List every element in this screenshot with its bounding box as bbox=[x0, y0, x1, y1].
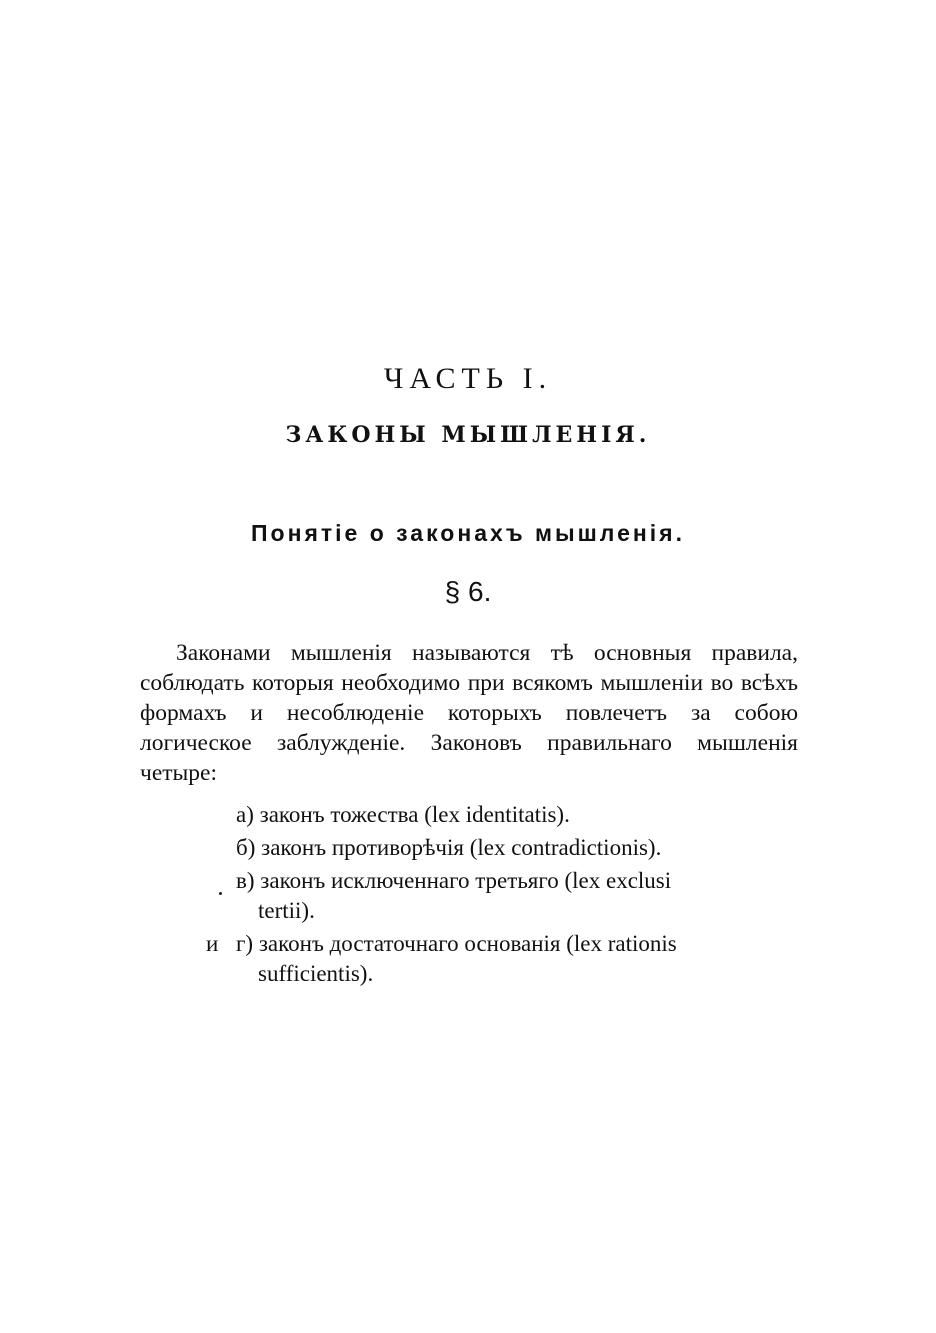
law-label: б) bbox=[236, 835, 256, 860]
concept-heading: Понятіе о законахъ мышленія. bbox=[251, 520, 685, 546]
law-label: г) bbox=[236, 931, 254, 956]
law-item-g bbox=[206, 929, 798, 989]
laws-list bbox=[206, 800, 798, 992]
law-text: законъ исключеннаго третьяго (lex exclusi bbox=[260, 868, 672, 893]
law-label: а) bbox=[236, 802, 254, 827]
law-item-b bbox=[206, 833, 798, 863]
law-text-continuation: tertii). bbox=[258, 898, 315, 923]
law-text: законъ противорѣчія (lex contradictionis). bbox=[261, 835, 662, 860]
section-title: ЗАКОНЫ МЫШЛЕНІЯ. bbox=[285, 422, 651, 448]
part-title: ЧАСТЬ I. bbox=[383, 362, 553, 395]
body-paragraph-text: Законами мышленія называются тѣ основныя правила, соблюдать которыя необходимо при всякомъ мышленіи во всѣхъ формахъ и несоблюденіе которыхъ повлечетъ за собою логическое заблужденіе. Законовъ правильнаго мышленія четыре: bbox=[140, 640, 798, 786]
law-prefix: и bbox=[206, 931, 219, 956]
paragraph-mark: § 6. bbox=[444, 576, 492, 607]
law-item-v bbox=[206, 866, 798, 926]
law-text: законъ тожества (lex identitatis). bbox=[259, 802, 570, 827]
law-text: законъ достаточнаго основанія (lex rationis bbox=[258, 931, 677, 956]
body-paragraph bbox=[140, 638, 798, 788]
print-speck bbox=[219, 892, 222, 895]
law-item-a bbox=[206, 800, 798, 830]
law-label: в) bbox=[236, 868, 255, 893]
law-text-continuation: sufficientis). bbox=[258, 961, 374, 986]
